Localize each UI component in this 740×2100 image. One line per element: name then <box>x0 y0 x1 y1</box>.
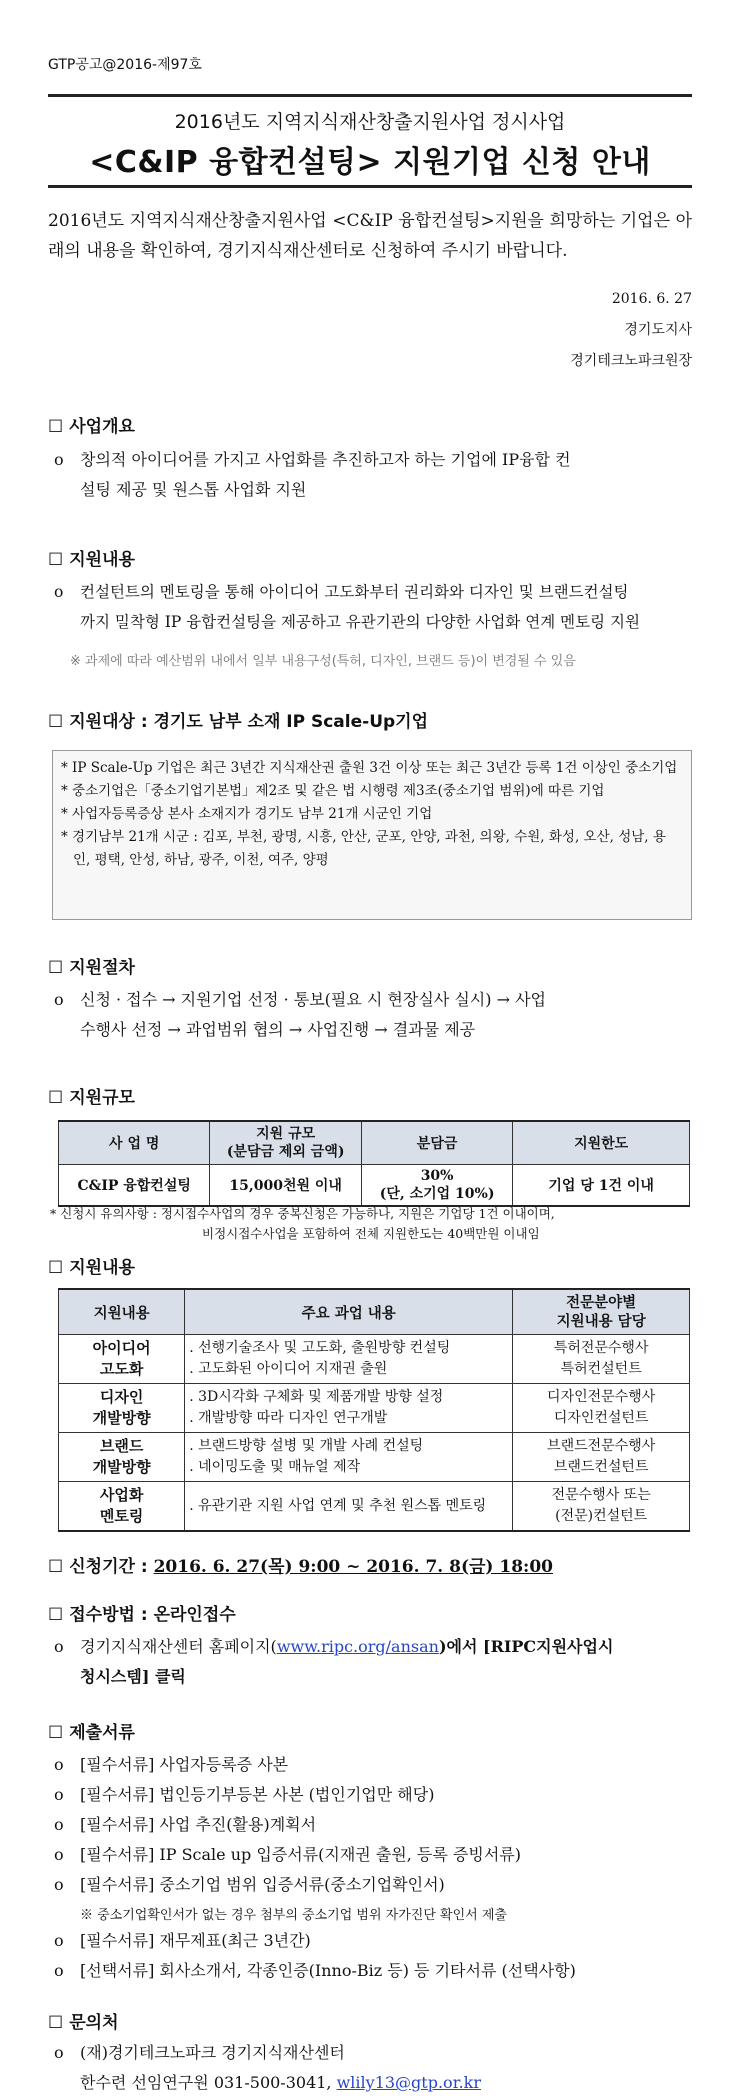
checkbox-square-icon: ☐ <box>48 2013 64 2033</box>
scale-note: * 신청시 유의사항 : 정시접수사업의 경우 중복신청은 가능하나, 지원은 기업당 1건 이내이며, 비정시접수사업을 포함하여 전체 지원한도는 40백만원 이내임 <box>50 1206 555 1241</box>
list-item: ο [필수서류] 사업 추진(활용)계획서 <box>54 1815 317 1834</box>
list-item: ο [필수서류] 사업자등록증 사본 <box>54 1755 289 1774</box>
procedure-bullet: ο 신청 · 접수 → 지원기업 선정 · 통보(필요 시 현장실사 실시) → 사업 수행사 선정 → 과업범위 협의 → 사업진행 → 결과물 제공 <box>54 985 694 1045</box>
section-support-detail-heading: ☐ 지원내용 <box>48 1258 135 1278</box>
table-cell: 디자인전문수행사 디자인컨설턴트 <box>513 1384 690 1433</box>
title-box <box>48 94 692 188</box>
table-header: 사 업 명 <box>59 1121 210 1165</box>
checkbox-square-icon: ☐ <box>48 1557 64 1577</box>
section-overview-heading: ☐ 사업개요 <box>48 417 135 437</box>
table-cell: 브랜드전문수행사 브랜드컨설턴트 <box>513 1433 690 1482</box>
target-row: * 사업자등록증상 본사 소재지가 경기도 남부 21개 시군인 기업 <box>61 806 433 822</box>
table-cell: . 유관기관 지원 사업 연계 및 추천 원스톱 멘토링 <box>185 1482 513 1532</box>
support-bullet: ο 컨설턴트의 멘토링을 통해 아이디어 고도화부터 권리화와 디자인 및 브랜드컨설팅 까지 밀착형 IP 융합컨설팅을 제공하고 유관기관의 다양한 사업화 연계 멘토링 지원 <box>54 577 694 637</box>
section-period-heading: ☐ 신청기간 : 2016. 6. 27(목) 9:00 ~ 2016. 7. 8(금) 18:00 <box>48 1557 553 1577</box>
table-cell: 사업화 멘토링 <box>59 1482 185 1532</box>
support-detail-table <box>58 1288 690 1532</box>
table-cell: 브랜드 개발방향 <box>59 1433 185 1482</box>
bullet-icon: ο <box>54 583 64 601</box>
table-cell: . 브랜드방향 설병 및 개발 사례 컨설팅 . 네이밍도출 및 매뉴얼 제작 <box>185 1433 513 1482</box>
target-row: * IP Scale-Up 기업은 최근 3년간 지식재산권 출원 3건 이상 또는 최근 3년간 등록 1건 이상인 중소기업 <box>61 760 678 776</box>
section-contact-heading: ☐ 문의처 <box>48 2013 119 2033</box>
table-row <box>59 1335 690 1384</box>
table-cell: 기업 당 1건 이내 <box>513 1165 690 1207</box>
table-cell: . 선행기술조사 및 고도화, 출원방향 컨설팅 . 고도화된 아이디어 지재권 출원 <box>185 1335 513 1384</box>
table-header: 지원 규모 (분담금 제외 금액) <box>210 1121 361 1165</box>
section-target-heading: ☐ 지원대상 : 경기도 남부 소재 IP Scale-Up기업 <box>48 712 429 732</box>
table-cell: 디자인 개발방향 <box>59 1384 185 1433</box>
table-header: 지원한도 <box>513 1121 690 1165</box>
table-cell: 아이디어 고도화 <box>59 1335 185 1384</box>
checkbox-square-icon: ☐ <box>48 1258 64 1278</box>
table-header-row <box>59 1121 690 1165</box>
table-header: 주요 과업 내용 <box>185 1289 513 1335</box>
overview-bullet: ο 창의적 아이디어를 가지고 사업화를 추진하고자 하는 기업에 IP융합 컨 설팅 제공 및 원스톱 사업화 지원 <box>54 445 694 505</box>
table-cell: . 3D시각화 구체화 및 제품개발 방향 설정 . 개발방향 따라 디자인 연구개발 <box>185 1384 513 1433</box>
table-row <box>59 1433 690 1482</box>
application-period: 2016. 6. 27(목) 9:00 ~ 2016. 7. 8(금) 18:00 <box>153 1557 553 1577</box>
table-header: 분담금 <box>361 1121 512 1165</box>
method-bullet: ο 경기지식재산센터 홈페이지(www.ripc.org/ansan)에서 [RIPC지원사업시 청시스템] 클릭 <box>54 1632 694 1692</box>
list-item: ο [필수서류] 중소기업 범위 입증서류(중소기업확인서) <box>54 1875 445 1894</box>
support-note: ※ 과제에 따라 예산범위 내에서 일부 내용구성(특허, 디자인, 브랜드 등)이 변경될 수 있음 <box>70 654 576 669</box>
page-title: <C&IP 융합컨설팅> 지원기업 신청 안내 <box>89 145 651 180</box>
table-cell: 전문수행사 또는 (전문)컨설턴트 <box>513 1482 690 1532</box>
list-item: ο [필수서류] 법인등기부등본 사본 (법인기업만 해당) <box>54 1785 435 1804</box>
table-cell: 특허전문수행사 특허컨설턴트 <box>513 1335 690 1384</box>
bullet-icon: ο <box>54 2043 64 2062</box>
table-header-row <box>59 1289 690 1335</box>
documents-subnote: ※ 중소기업확인서가 없는 경우 첨부의 중소기업 범위 자가진단 확인서 제출 <box>80 1908 507 1923</box>
checkbox-square-icon: ☐ <box>48 550 64 570</box>
support-scale-table <box>58 1120 690 1207</box>
list-item: ο [필수서류] IP Scale up 입증서류(지재권 출원, 등록 증빙서류) <box>54 1845 522 1864</box>
contact-email-link[interactable]: wlily13@gtp.or.kr <box>336 2073 482 2092</box>
section-scale-heading: ☐ 지원규모 <box>48 1088 135 1108</box>
bullet-icon: ο <box>54 1637 64 1656</box>
checkbox-square-icon: ☐ <box>48 417 64 437</box>
intro-paragraph: 2016년도 지역지식재산창출지원사업 <C&IP 융합컨설팅>지원을 희망하는 기업은 아래의 내용을 확인하여, 경기지식재산센터로 신청하여 주시기 바랍니다. <box>48 211 692 261</box>
section-method-heading: ☐ 접수방법 : 온라인접수 <box>48 1605 236 1625</box>
signer-technopark: 경기테크노파크원장 <box>570 353 692 369</box>
target-criteria-box <box>52 750 692 920</box>
table-cell: 30% (단, 소기업 10%) <box>361 1165 512 1207</box>
table-header: 지원내용 <box>59 1289 185 1335</box>
table-row <box>59 1482 690 1532</box>
target-row: * 경기남부 21개 시군 : 김포, 부천, 광명, 시흥, 안산, 군포, 안양, 과천, 의왕, 수원, 화성, 오산, 성남, 용인, 평택, 안성, 하남, 광주, 이천, 여주, 양평 <box>61 829 666 868</box>
section-procedure-heading: ☐ 지원절차 <box>48 958 135 978</box>
table-header: 전문분야별 지원내용 담당 <box>513 1289 690 1335</box>
checkbox-square-icon: ☐ <box>48 1605 64 1625</box>
title-line1: 2016년도 지역지식재산창출지원사업 정시사업 <box>174 111 566 133</box>
target-row: * 중소기업은「중소기업기본법」제2조 및 같은 법 시행령 제3조(중소기업 범위)에 따른 기업 <box>61 783 605 799</box>
table-cell: C&IP 융합컨설팅 <box>59 1165 210 1207</box>
checkbox-square-icon: ☐ <box>48 1088 64 1108</box>
list-item: ο [선택서류] 회사소개서, 각종인증(Inno-Biz 등) 등 기타서류 (선택사항) <box>54 1961 576 1980</box>
contact-bullet: ο (재)경기테크노파크 경기지식재산센터 한수련 선임연구원 031-500-3041, wlily13@gtp.or.kr <box>54 2038 694 2098</box>
date: 2016. 6. 27 <box>611 291 692 307</box>
documents-list <box>54 1750 694 1986</box>
checkbox-square-icon: ☐ <box>48 958 64 978</box>
ripc-website-link[interactable]: www.ripc.org/ansan <box>276 1637 439 1656</box>
section-documents-heading: ☐ 제출서류 <box>48 1723 135 1743</box>
table-cell: 15,000천원 이내 <box>210 1165 361 1207</box>
sign-block <box>570 284 692 377</box>
document-id: GTP공고@2016-제97호 <box>48 57 202 73</box>
table-row <box>59 1384 690 1433</box>
bullet-icon: ο <box>54 450 64 469</box>
list-item: ο [필수서류] 재무제표(최근 3년간) <box>54 1931 311 1950</box>
bullet-icon: ο <box>54 990 64 1009</box>
signer-governor: 경기도지사 <box>624 322 692 338</box>
table-row <box>59 1165 690 1207</box>
checkbox-square-icon: ☐ <box>48 1723 64 1743</box>
checkbox-square-icon: ☐ <box>48 712 64 732</box>
section-support-heading: ☐ 지원내용 <box>48 550 135 570</box>
